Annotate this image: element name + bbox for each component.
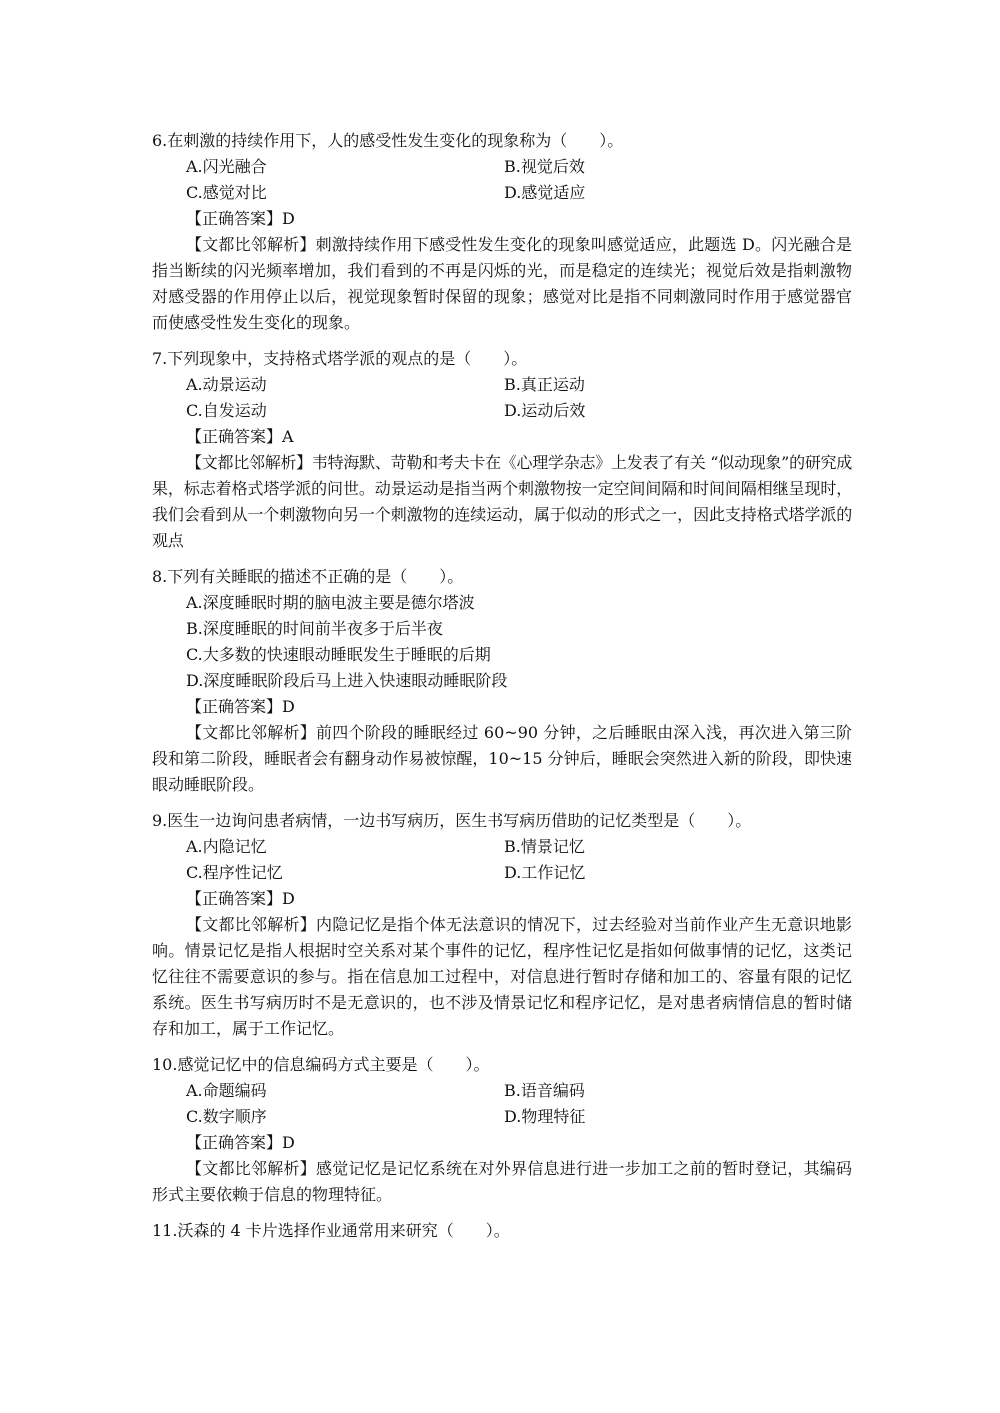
option-d: D.感觉适应 bbox=[504, 183, 586, 202]
question-stem: 7.下列现象中，支持格式塔学派的观点的是（ ）。 bbox=[152, 349, 528, 368]
option-d: D.物理特征 bbox=[504, 1107, 586, 1126]
option-a: A.内隐记忆 bbox=[186, 837, 267, 856]
question-9 bbox=[152, 808, 852, 1042]
option-d: D.工作记忆 bbox=[504, 863, 586, 882]
question-10 bbox=[152, 1052, 852, 1208]
question-8 bbox=[152, 564, 852, 798]
correct-answer: 【正确答案】D bbox=[186, 1133, 295, 1152]
question-stem: 8.下列有关睡眠的描述不正确的是（ ）。 bbox=[152, 567, 464, 586]
option-d: D.深度睡眠阶段后马上进入快速眼动睡眠阶段 bbox=[186, 671, 508, 690]
analysis-paragraph: 【文都比邻解析】刺激持续作用下感受性发生变化的现象叫感觉适应，此题选 D。闪光融合是指当断续的闪光频率增加，我们看到的不再是闪烁的光，而是稳定的连续光；视觉后效是指刺激物对感受器的作用停止以后，视觉现象暂时保留的现象；感觉对比是指不同刺激同时作用于感觉器官而使感受性发生变化的现象。 bbox=[152, 235, 852, 332]
option-c: C.数字顺序 bbox=[186, 1107, 267, 1126]
analysis-paragraph: 【文都比邻解析】内隐记忆是指个体无法意识的情况下，过去经验对当前作业产生无意识地影响。情景记忆是指人根据时空关系对某个事件的记忆，程序性记忆是指如何做事情的记忆，这类记忆往往不需要意识的参与。指在信息加工过程中，对信息进行暂时存储和加工的、容量有限的记忆系统。医生书写病历时不是无意识的，也不涉及情景记忆和程序记忆，是对患者病情信息的暂时储存和加工，属于工作记忆。 bbox=[152, 915, 852, 1038]
analysis-paragraph: 【文都比邻解析】韦特海默、苛勒和考夫卡在《心理学杂志》上发表了有关 “似动现象”的研究成果，标志着格式塔学派的问世。动景运动是指当两个刺激物按一定空间间隔和时间间隔相继呈现时，我们会看到从一个刺激物向另一个刺激物的连续运动，属于似动的形式之一，因此支持格式塔学派的观点 bbox=[152, 453, 852, 550]
correct-answer: 【正确答案】D bbox=[186, 889, 295, 908]
option-b: B.深度睡眠的时间前半夜多于后半夜 bbox=[186, 619, 443, 638]
option-c: C.大多数的快速眼动睡眠发生于睡眠的后期 bbox=[186, 645, 491, 664]
question-stem: 9.医生一边询问患者病情，一边书写病历，医生书写病历借助的记忆类型是（ ）。 bbox=[152, 811, 752, 830]
option-b: B.语音编码 bbox=[504, 1081, 585, 1100]
question-stem: 11.沃森的 4 卡片选择作业通常用来研究（ ）。 bbox=[152, 1221, 510, 1240]
question-stem: 10.感觉记忆中的信息编码方式主要是（ ）。 bbox=[152, 1055, 490, 1074]
question-7 bbox=[152, 346, 852, 554]
option-b: B.情景记忆 bbox=[504, 837, 585, 856]
option-list bbox=[152, 590, 852, 694]
question-6 bbox=[152, 128, 852, 336]
option-b: B.真正运动 bbox=[504, 375, 585, 394]
correct-answer: 【正确答案】A bbox=[186, 427, 294, 446]
option-grid bbox=[152, 834, 852, 886]
option-grid bbox=[152, 154, 852, 206]
option-b: B.视觉后效 bbox=[504, 157, 585, 176]
option-a: A.闪光融合 bbox=[186, 157, 267, 176]
option-grid bbox=[152, 372, 852, 424]
option-a: A.深度睡眠时期的脑电波主要是德尔塔波 bbox=[186, 593, 475, 612]
correct-answer: 【正确答案】D bbox=[186, 697, 295, 716]
question-11 bbox=[152, 1218, 852, 1244]
correct-answer: 【正确答案】D bbox=[186, 209, 295, 228]
option-c: C.程序性记忆 bbox=[186, 863, 283, 882]
analysis-paragraph: 【文都比邻解析】感觉记忆是记忆系统在对外界信息进行进一步加工之前的暂时登记，其编码形式主要依赖于信息的物理特征。 bbox=[152, 1159, 852, 1204]
option-grid bbox=[152, 1078, 852, 1130]
analysis-paragraph: 【文都比邻解析】前四个阶段的睡眠经过 60~90 分钟，之后睡眠由深入浅，再次进入第三阶段和第二阶段，睡眠者会有翻身动作易被惊醒，10~15 分钟后，睡眠会突然进入新的阶段，即快速眼动睡眠阶段。 bbox=[152, 723, 852, 794]
option-c: C.感觉对比 bbox=[186, 183, 267, 202]
option-a: A.动景运动 bbox=[186, 375, 267, 394]
question-stem: 6.在刺激的持续作用下，人的感受性发生变化的现象称为（ ）。 bbox=[152, 131, 624, 150]
option-c: C.自发运动 bbox=[186, 401, 267, 420]
document-page bbox=[152, 128, 852, 1254]
option-d: D.运动后效 bbox=[504, 401, 586, 420]
option-a: A.命题编码 bbox=[186, 1081, 267, 1100]
